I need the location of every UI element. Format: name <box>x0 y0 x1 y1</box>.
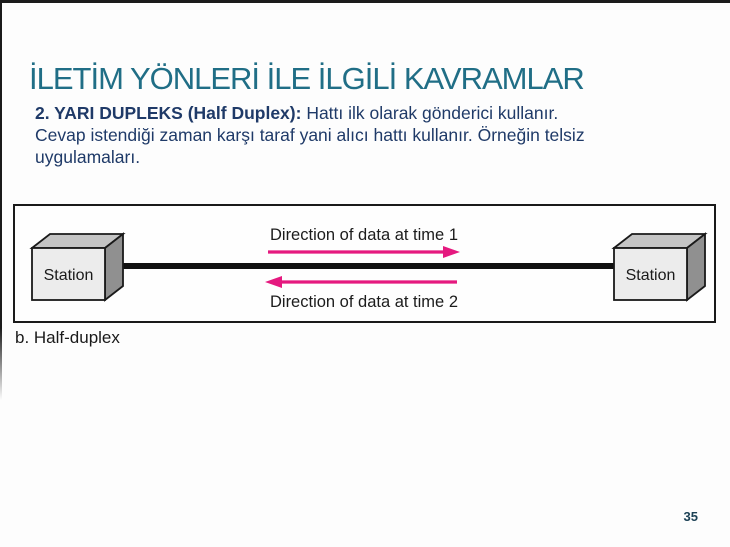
direction-label-time1: Direction of data at time 1 <box>269 226 459 244</box>
arrow-time1-right-icon <box>268 246 460 258</box>
half-duplex-figure-frame <box>13 204 716 323</box>
body-line-1-rest: Hattı ilk olarak gönderici kullanır. <box>301 103 559 123</box>
arrow-time2-left-icon <box>265 276 457 288</box>
right-station-label: Station <box>625 267 676 284</box>
body-lead-bold: 2. YARI DUPLEKS (Half Duplex): <box>35 103 302 123</box>
figure-caption: b. Half-duplex <box>15 328 120 347</box>
slide-edge-left <box>0 0 2 400</box>
page-number: 35 <box>683 509 698 524</box>
direction-label-time2: Direction of data at time 2 <box>269 293 459 311</box>
body-paragraph <box>35 102 585 168</box>
right-station-box <box>614 234 705 300</box>
left-station-label: Station <box>43 267 94 284</box>
slide-edge-top <box>0 0 730 3</box>
left-station-box <box>32 234 123 300</box>
slide-title: İLETİM YÖNLERİ İLE İLGİLİ KAVRAMLAR <box>29 60 584 96</box>
body-line-2: Cevap istendiği zaman karşı taraf yani alıcı hattı kullanır. Örneğin telsiz <box>35 125 585 145</box>
body-line-1 <box>35 102 585 124</box>
body-line-3: uygulamaları. <box>35 147 141 167</box>
half-duplex-diagram <box>15 206 714 321</box>
